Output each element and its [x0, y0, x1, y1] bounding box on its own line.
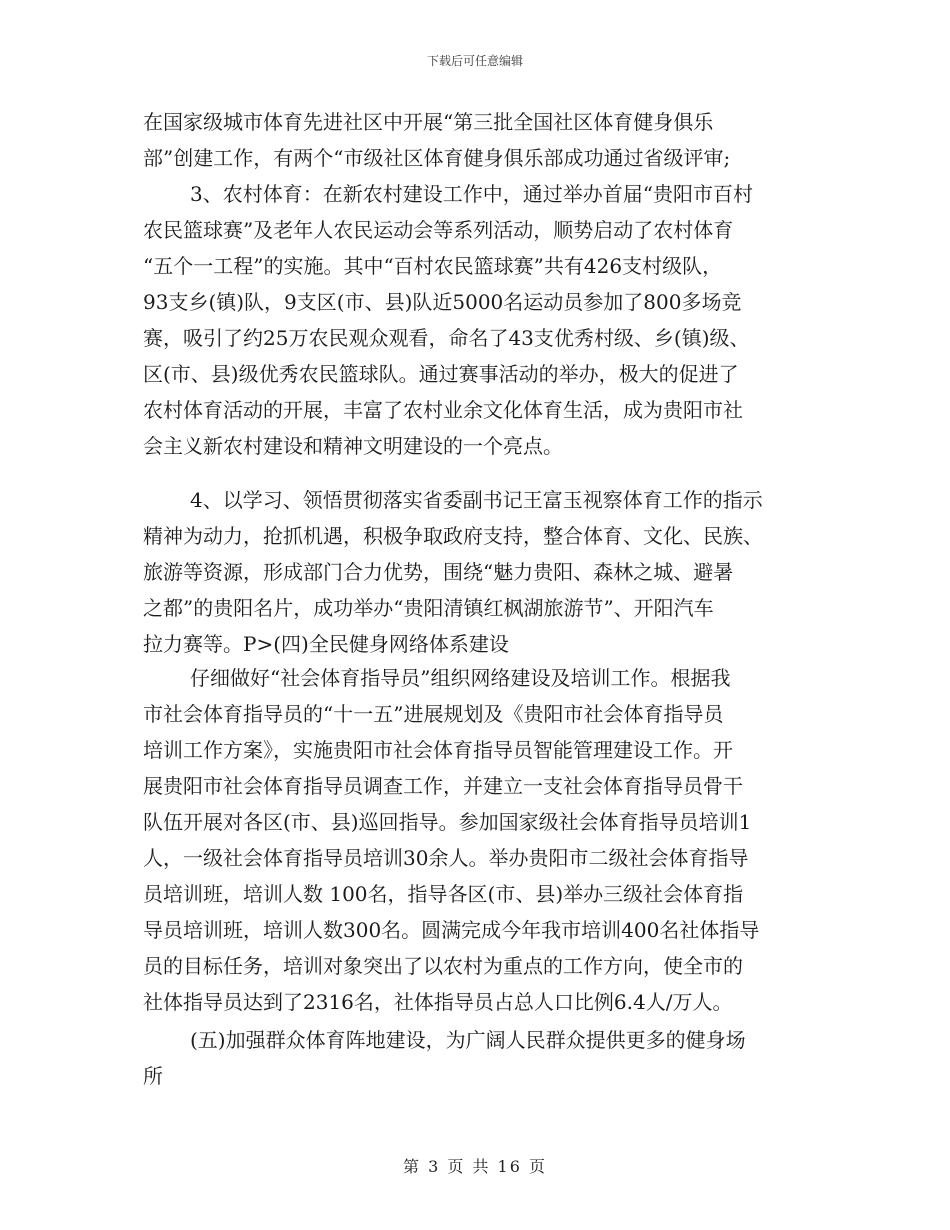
- body-line: 93支乡(镇)队，9支区(市、县)队近5000名运动员参加了800多场竞: [143, 290, 742, 314]
- body-line: “五个一工程”的实施。其中“百村农民篮球赛”共有426支村级队，: [143, 254, 723, 278]
- body-line: 市社会体育指导员的“十一五”进展规划及《贵阳市社会体育指导员: [143, 702, 724, 726]
- body-line: 拉力赛等。P>(四)全民健身网络体系建设: [143, 632, 509, 656]
- body-line: 区(市、县)级优秀农民篮球队。通过赛事活动的举办，极大的促进了: [143, 362, 739, 386]
- body-line: 员培训班，培训人数 100名，指导各区(市、县)举办三级社会体育指: [143, 882, 744, 906]
- body-line: 部”创建工作，有两个“市级社区体育健身俱乐部成功通过省级评审;: [143, 146, 731, 170]
- body-line: 人，一级社会体育指导员培训30余人。举办贵阳市二级社会体育指导: [143, 846, 749, 870]
- body-line: 赛，吸引了约25万农民观众观看，命名了43支优秀村级、乡(镇)级、: [143, 326, 750, 350]
- body-line: 展贵阳市社会体育指导员调查工作，并建立一支社会体育指导员骨干: [143, 774, 743, 798]
- page-footer: 第 3 页 共 16 页: [403, 1157, 547, 1176]
- body-line: 导员培训班，培训人数300名。圆满完成今年我市培训400名社体指导: [143, 918, 760, 942]
- body-line: 队伍开展对各区(市、县)巡回指导。参加国家级社会体育指导员培训1: [143, 810, 752, 834]
- body-line: 之都”的贵阳名片，成功举办“贵阳清镇红枫湖旅游节”、开阳汽车: [143, 596, 714, 620]
- body-line: (五)加强群众体育阵地建设，为广阔人民群众提供更多的健身场: [170, 1028, 746, 1052]
- body-line: 农民篮球赛”及老年人农民运动会等系列活动，顺势启动了农村体育: [143, 218, 734, 242]
- body-line: 员的目标任务，培训对象突出了以农村为重点的工作方向，使全市的: [143, 954, 743, 978]
- body-line: 精神为动力，抢抓机遇，积极争取政府支持，整合体育、文化、民族、: [143, 524, 763, 548]
- body-line: 农村体育活动的开展，丰富了农村业余文化体育生活，成为贵阳市社: [143, 398, 743, 422]
- body-line: 培训工作方案》，实施贵阳市社会体育指导员智能管理建设工作。开: [143, 738, 733, 762]
- body-line: 3、农村体育：在新农村建设工作中，通过举办首届“贵阳市百村: [170, 182, 753, 206]
- page-header: 下载后可任意编辑: [426, 54, 523, 68]
- body-line: 仔细做好“社会体育指导员”组织网络建设及培训工作。根据我: [170, 666, 731, 690]
- body-line: 会主义新农村建设和精神文明建设的一个亮点。: [143, 434, 563, 458]
- body-line: 所: [143, 1064, 163, 1088]
- body-line: 在国家级城市体育先进社区中开展“第三批全国社区体育健身俱乐: [143, 110, 714, 134]
- body-line: 旅游等资源，形成部门合力优势，围绕“魅力贵阳、森林之城、避暑: [143, 560, 734, 584]
- body-line: 社体指导员达到了2316名，社体指导员占总人口比例6.4人/万人。: [143, 990, 733, 1014]
- body-line: 4、以学习、领悟贯彻落实省委副书记王富玉视察体育工作的指示: [170, 488, 763, 512]
